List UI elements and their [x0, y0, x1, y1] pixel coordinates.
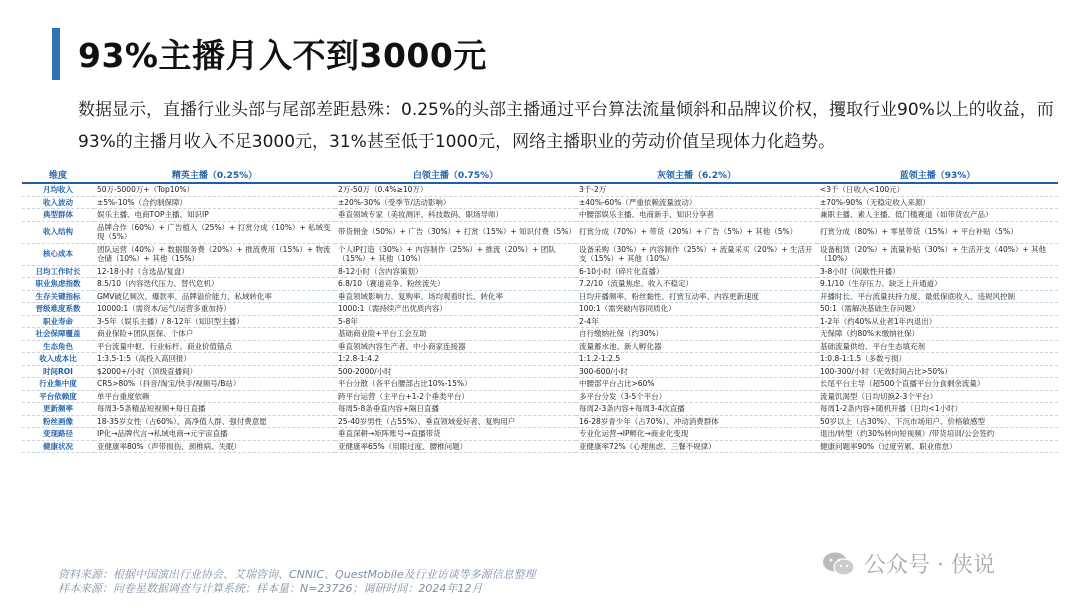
row-dimension-label: 职业寿命 [22, 315, 94, 328]
table-body [22, 183, 1058, 453]
table-cell: 6-10小时（碎片化直播） [576, 265, 817, 278]
row-dimension-label: 收入成本比 [22, 353, 94, 366]
table-cell: 日均开播频率、粉丝黏性、打赏互动率、内容更新速度 [576, 290, 817, 303]
table-cell: 开播时长、平台流量扶持力度、最低保底收入、违规风控制 [817, 290, 1058, 303]
table-row [22, 353, 1058, 366]
table-cell: 每周1-2条内容+随机开播（日均<1小时） [817, 403, 1058, 416]
table-cell: 100:1（需突破内容同质化） [576, 303, 817, 316]
wechat-icon [822, 551, 856, 577]
table-cell: 打赏分成（80%）+ 零星带货（15%）+ 平台补贴（5%） [817, 221, 1058, 243]
row-dimension-label: 典型群体 [22, 209, 94, 222]
table-row [22, 440, 1058, 453]
table-row [22, 243, 1058, 265]
header-dimension: 维度 [22, 166, 94, 183]
row-dimension-label: 粉丝画像 [22, 415, 94, 428]
header-elite: 精英主播（0.25%） [94, 166, 335, 183]
table-cell: 基础商业险+平台工会互助 [335, 328, 576, 341]
header-blue-collar: 蓝领主播（93%） [817, 166, 1058, 183]
row-dimension-label: 时间ROI [22, 365, 94, 378]
table-cell: 6.8/10（赛道竞争、粉丝流失） [335, 278, 576, 291]
table-cell: 设备采购（30%）+ 内容制作（25%）+ 流量采买（20%）+ 生活开支（15%）+ 其他（10%） [576, 243, 817, 265]
header-gray-collar: 灰领主播（6.2%） [576, 166, 817, 183]
table-cell: 50万-5000万+（Top10%） [94, 183, 335, 196]
table-cell: 垂直领域专家（美妆测评、科技数码、职场导师） [335, 209, 576, 222]
table-cell: 1:0.8-1:1.5（多数亏损） [817, 353, 1058, 366]
table-row [22, 209, 1058, 222]
table-cell: 垂直领域内容生产者、中小商家连接器 [335, 340, 576, 353]
page-title: 93%主播月入不到3000元 [78, 36, 487, 75]
table-cell: 1000:1（需持续产出优质内容） [335, 303, 576, 316]
table-row [22, 183, 1058, 196]
table-cell: 25-40岁男性（占55%）、垂直领域爱好者、复购用户 [335, 415, 576, 428]
table-cell: 每周5-8条垂直内容+隔日直播 [335, 403, 576, 416]
table-cell: 16-28岁青少年（占70%）、冲动消费群体 [576, 415, 817, 428]
table-cell: 2-4年 [576, 315, 817, 328]
table-cell: 团队运营（40%）+ 数据服务费（20%）+ 推流费用（15%）+ 物流仓储（10%）+ 其他（15%） [94, 243, 335, 265]
table-cell: 每周2-3条内容+每周3-4次直播 [576, 403, 817, 416]
table-cell: 12-18小时（含选品/复盘） [94, 265, 335, 278]
table-cell: 跨平台运营（主平台+1-2个垂类平台） [335, 390, 576, 403]
row-dimension-label: 行业集中度 [22, 378, 94, 391]
table-cell: 500-2000/小时 [335, 365, 576, 378]
watermark-text: 公众号 · 侠说 [864, 553, 995, 578]
table-row [22, 303, 1058, 316]
table-cell: 垂直深耕→矩阵账号→直播带货 [335, 428, 576, 441]
table-cell: 无保障（约80%未缴纳社保） [817, 328, 1058, 341]
table-cell: 基础流量供给、平台生态填充剂 [817, 340, 1058, 353]
row-dimension-label: 平台依赖度 [22, 390, 94, 403]
table-row [22, 265, 1058, 278]
table-cell: 退出/转型（约30%转向短视频）/带货培训/公会签约 [817, 428, 1058, 441]
table-row [22, 290, 1058, 303]
table-cell: 亚健康率80%（声带损伤、颈椎病、失眠） [94, 440, 335, 453]
table-cell: 设备租赁（20%）+ 流量补贴（30%）+ 生活开支（40%）+ 其他（10%） [817, 243, 1058, 265]
row-dimension-label: 变现路径 [22, 428, 94, 441]
table-row [22, 365, 1058, 378]
table-cell: 健康问题率90%（过度劳累、职业倦怠） [817, 440, 1058, 453]
table-cell: 50岁以上（占30%）、下沉市场用户、价格敏感型 [817, 415, 1058, 428]
source-line-sample: 样本来源：问卷星数据调查与计算系统；样本量：N=23726；调研时间：2024年12月 [58, 582, 483, 595]
table-cell: 垂直领域影响力、复购率、场均观看时长、转化率 [335, 290, 576, 303]
table-row [22, 340, 1058, 353]
table-row [22, 390, 1058, 403]
table-cell: 多平台分发（3-5个平台） [576, 390, 817, 403]
table-cell: 9.1/10（生存压力、缺乏上升通道） [817, 278, 1058, 291]
table-row [22, 428, 1058, 441]
row-dimension-label: 收入波动 [22, 196, 94, 209]
row-dimension-label: 社会保障覆盖 [22, 328, 94, 341]
row-dimension-label: 核心成本 [22, 243, 94, 265]
table-cell: 8-12小时（含内容策划） [335, 265, 576, 278]
source-line-data: 资料来源：根据中国演出行业协会、艾瑞咨询、CNNIC、QuestMobile及行业访谈等多源信息整理 [58, 568, 536, 581]
row-dimension-label: 晋级难度系数 [22, 303, 94, 316]
table-row [22, 378, 1058, 391]
table-cell: 1:3.5-1:5（高投入高回报） [94, 353, 335, 366]
row-dimension-label: 更新频率 [22, 403, 94, 416]
table-cell: 2万-50万（0.4%≥10万） [335, 183, 576, 196]
table-row [22, 221, 1058, 243]
table-cell: <3千（日收入<100元） [817, 183, 1058, 196]
table-cell: 7.2/10（流量焦虑、收入不稳定） [576, 278, 817, 291]
table-cell: 5-8年 [335, 315, 576, 328]
table-cell: 平台流量中枢、行业标杆、商业价值锚点 [94, 340, 335, 353]
table-cell: 100-300/小时（无效时间占比>50%） [817, 365, 1058, 378]
table-cell: $2000+/小时（顶级直播间） [94, 365, 335, 378]
table-row [22, 196, 1058, 209]
table-cell: ±40%-60%（严重依赖流量波动） [576, 196, 817, 209]
row-dimension-label: 收入结构 [22, 221, 94, 243]
row-dimension-label: 生态角色 [22, 340, 94, 353]
table-row [22, 315, 1058, 328]
row-dimension-label: 月均收入 [22, 183, 94, 196]
title-accent-bar [52, 28, 60, 80]
table-cell: 10000:1（需资本/运气/运营多重加持） [94, 303, 335, 316]
table-cell: 3-8小时（间歇性开播） [817, 265, 1058, 278]
table-row [22, 328, 1058, 341]
table-cell: 带货佣金（50%）+ 广告（30%）+ 打赏（15%）+ 知识付费（5%） [335, 221, 576, 243]
table-cell: 1-2年（约40%从业者1年内退出） [817, 315, 1058, 328]
table-cell: 商业保险+团队医保、个体户 [94, 328, 335, 341]
source-note [58, 568, 536, 596]
header-white-collar: 白领主播（0.75%） [335, 166, 576, 183]
table-cell: 长尾平台主导（超500个直播平台分食剩余流量） [817, 378, 1058, 391]
row-dimension-label: 健康状况 [22, 440, 94, 453]
table-cell: 兼职主播、素人主播、低门槛赛道（如带货农产品） [817, 209, 1058, 222]
table-cell: GMV破亿频次、爆款率、品牌溢价能力、私域转化率 [94, 290, 335, 303]
table-cell: 50:1（需解决基础生存问题） [817, 303, 1058, 316]
table-cell: 18-35岁女性（占60%）、高净值人群、强付费意愿 [94, 415, 335, 428]
table-cell: 中腰部平台占比>60% [576, 378, 817, 391]
table-cell: 亚健康率65%（用眼过度、腰椎问题） [335, 440, 576, 453]
table-cell: 3千-2万 [576, 183, 817, 196]
table-cell: 品牌合作（60%）+ 广告植入（25%）+ 打赏分成（10%）+ 私域变现（5%） [94, 221, 335, 243]
table-cell: 打赏分成（70%）+ 带货（20%）+ 广告（5%）+ 其他（5%） [576, 221, 817, 243]
intro-paragraph: 数据显示，直播行业头部与尾部差距悬殊：0.25%的头部主播通过平台算法流量倾斜和品牌议价权，攫取行业90%以上的收益，而93%的主播月收入不足3000元，31%甚至低于1000元，网络主播职业的劳动价值呈现体力化趋势。 [78, 100, 1054, 152]
table-cell: 流量饥渴型（日均切换2-3个平台） [817, 390, 1058, 403]
table-cell: ±70%-90%（无稳定收入来源） [817, 196, 1058, 209]
table-cell: 中腰部娱乐主播、电商新手、知识分享者 [576, 209, 817, 222]
table-cell: IP化→品牌代言→私域电商→元宇宙直播 [94, 428, 335, 441]
watermark [822, 548, 995, 579]
table-cell: 1:2.8-1:4.2 [335, 353, 576, 366]
table-row [22, 403, 1058, 416]
table-cell: ±5%-10%（合约制保障） [94, 196, 335, 209]
anchor-comparison-table [22, 166, 1058, 453]
table-cell: 专业化运营→IP孵化→商业化变现 [576, 428, 817, 441]
table-cell: 单平台重度依赖 [94, 390, 335, 403]
table-cell: ±20%-30%（受季节/活动影响） [335, 196, 576, 209]
table-cell: CR5>80%（抖音/淘宝/快手/视频号/B站） [94, 378, 335, 391]
table-cell: 每周3-5条精品短视频+每日直播 [94, 403, 335, 416]
table-cell: 个人IP打造（30%）+ 内容制作（25%）+ 推流（20%）+ 团队（15%）+ 其他（10%） [335, 243, 576, 265]
table-cell: 1:1.2-1:2.5 [576, 353, 817, 366]
table-cell: 自行缴纳社保（约30%） [576, 328, 817, 341]
row-dimension-label: 生存关键指标 [22, 290, 94, 303]
table-cell: 平台分散（各平台腰部占比10%-15%） [335, 378, 576, 391]
row-dimension-label: 日均工作时长 [22, 265, 94, 278]
table-header-row [22, 166, 1058, 183]
table-cell: 亚健康率72%（心理焦虑、三餐不规律） [576, 440, 817, 453]
table-cell: 3-5年（娱乐主播）/ 8-12年（知识型主播） [94, 315, 335, 328]
row-dimension-label: 职业焦虑指数 [22, 278, 94, 291]
table-cell: 流量蓄水池、新人孵化器 [576, 340, 817, 353]
comparison-table-container [22, 166, 1058, 453]
table-row [22, 415, 1058, 428]
table-cell: 8.5/10（内容迭代压力、替代危机） [94, 278, 335, 291]
table-cell: 娱乐主播、电商TOP主播、知识IP [94, 209, 335, 222]
table-cell: 300-600/小时 [576, 365, 817, 378]
table-row [22, 278, 1058, 291]
